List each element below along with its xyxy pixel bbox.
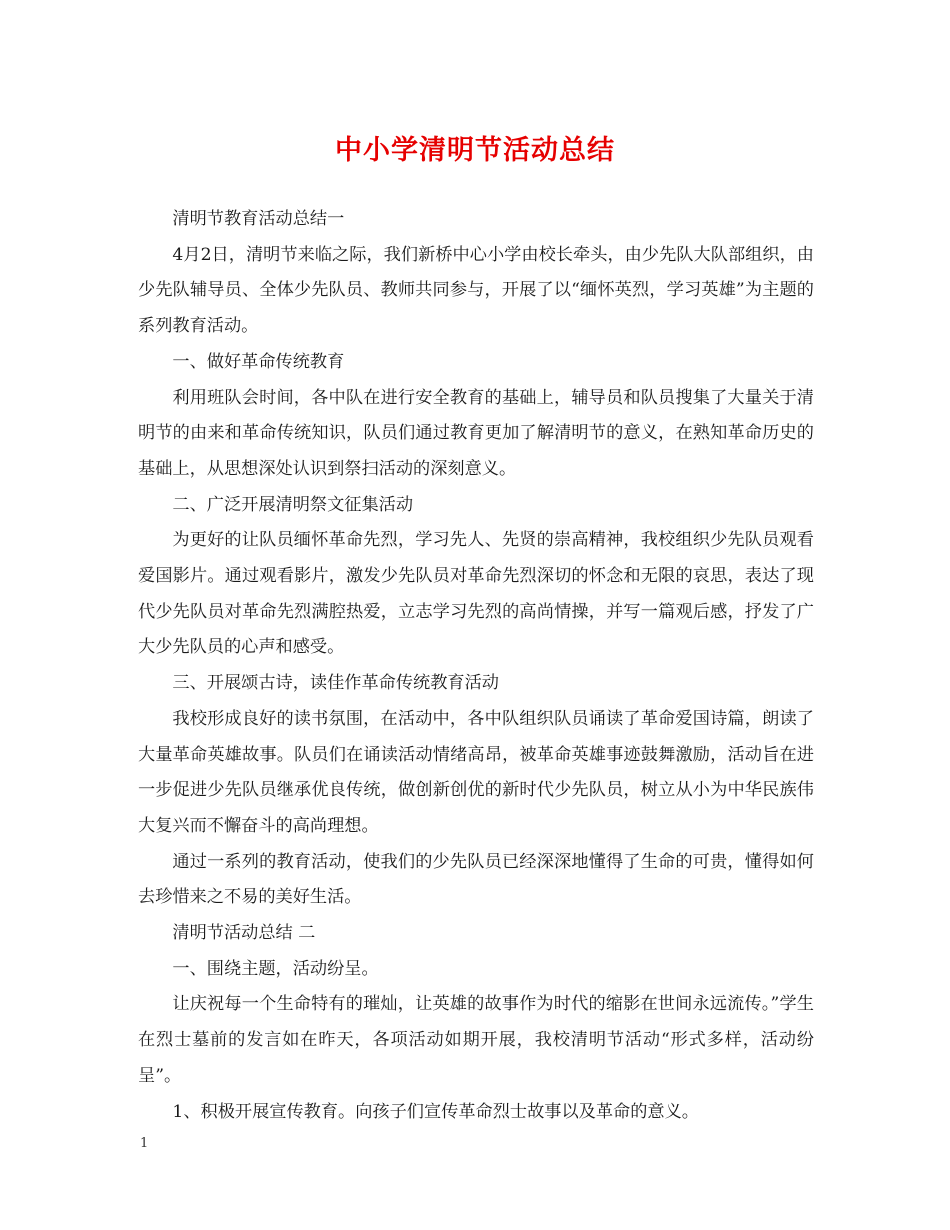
section-heading-1: 一、做好革命传统教育 (172, 351, 345, 372)
paragraph-theme: 让庆祝每一个生命特有的璀灿，让英雄的故事作为时代的缩影在世间永远流传。”学生在烈士墓前的发言如在昨天，各项活动如期开展，我校清明节活动“形式多样，活动纷呈”。 (138, 994, 814, 1086)
page-number: 1 (140, 1136, 149, 1151)
section-heading-2: 二、广泛开展清明祭文征集活动 (172, 494, 414, 515)
paragraph-section-2: 为更好的让队员缅怀革命先烈，学习先人、先贤的崇高精神，我校组织少先队员观看爱国影片。通过观看影片，激发少先队员对革命先烈深切的怀念和无限的哀思，表达了现代少先队员对革命先烈满腔热爱，立志学习先烈的高尚情操，并写一篇观后感，抒发了广大少先队员的心声和感受。 (138, 530, 814, 658)
list-item-publicity: 1、积极开展宣传教育。向孩子们宣传革命烈士故事以及革命的意义。 (172, 1101, 699, 1122)
document-title: 中小学清明节活动总结 (335, 135, 615, 166)
subheading-theme: 一、围绕主题，活动纷呈。 (172, 958, 379, 979)
section-heading-3: 三、开展颂古诗，读佳作革命传统教育活动 (172, 673, 499, 694)
paragraph-section-3: 我校形成良好的读书氛围，在活动中，各中队组织队员诵读了革命爱国诗篇，朗读了大量革命英雄故事。队员们在诵读活动情绪高昂，被革命英雄事迹鼓舞激励，活动旨在进一步促进少先队员继承优良传统，做创新创优的新时代少先队员，树立从小为中华民族伟大复兴而不懈奋斗的高尚理想。 (138, 708, 814, 836)
section-heading-summary-one: 清明节教育活动总结一 (172, 209, 345, 229)
paragraph-intro: 4月2日，清明节来临之际，我们新桥中心小学由校长牵头，由少先队大队部组织，由少先队辅导员、全体少先队员、教师共同参与，开展了以“缅怀英烈，学习英雄”为主题的系列教育活动。 (138, 244, 814, 337)
paragraph-conclusion: 通过一系列的教育活动，使我们的少先队员已经深深地懂得了生命的可贵，懂得如何去珍惜来之不易的美好生活。 (138, 851, 814, 908)
document-body (138, 202, 814, 1130)
section-heading-summary-two: 清明节活动总结 二 (172, 923, 316, 944)
paragraph-section-1: 利用班队会时间，各中队在进行安全教育的基础上，辅导员和队员搜集了大量关于清明节的由来和革命传统知识，队员们通过教育更加了解清明节的意义，在熟知革命历史的基础上，从思想深处认识到祭扫活动的深刻意义。 (138, 387, 814, 479)
